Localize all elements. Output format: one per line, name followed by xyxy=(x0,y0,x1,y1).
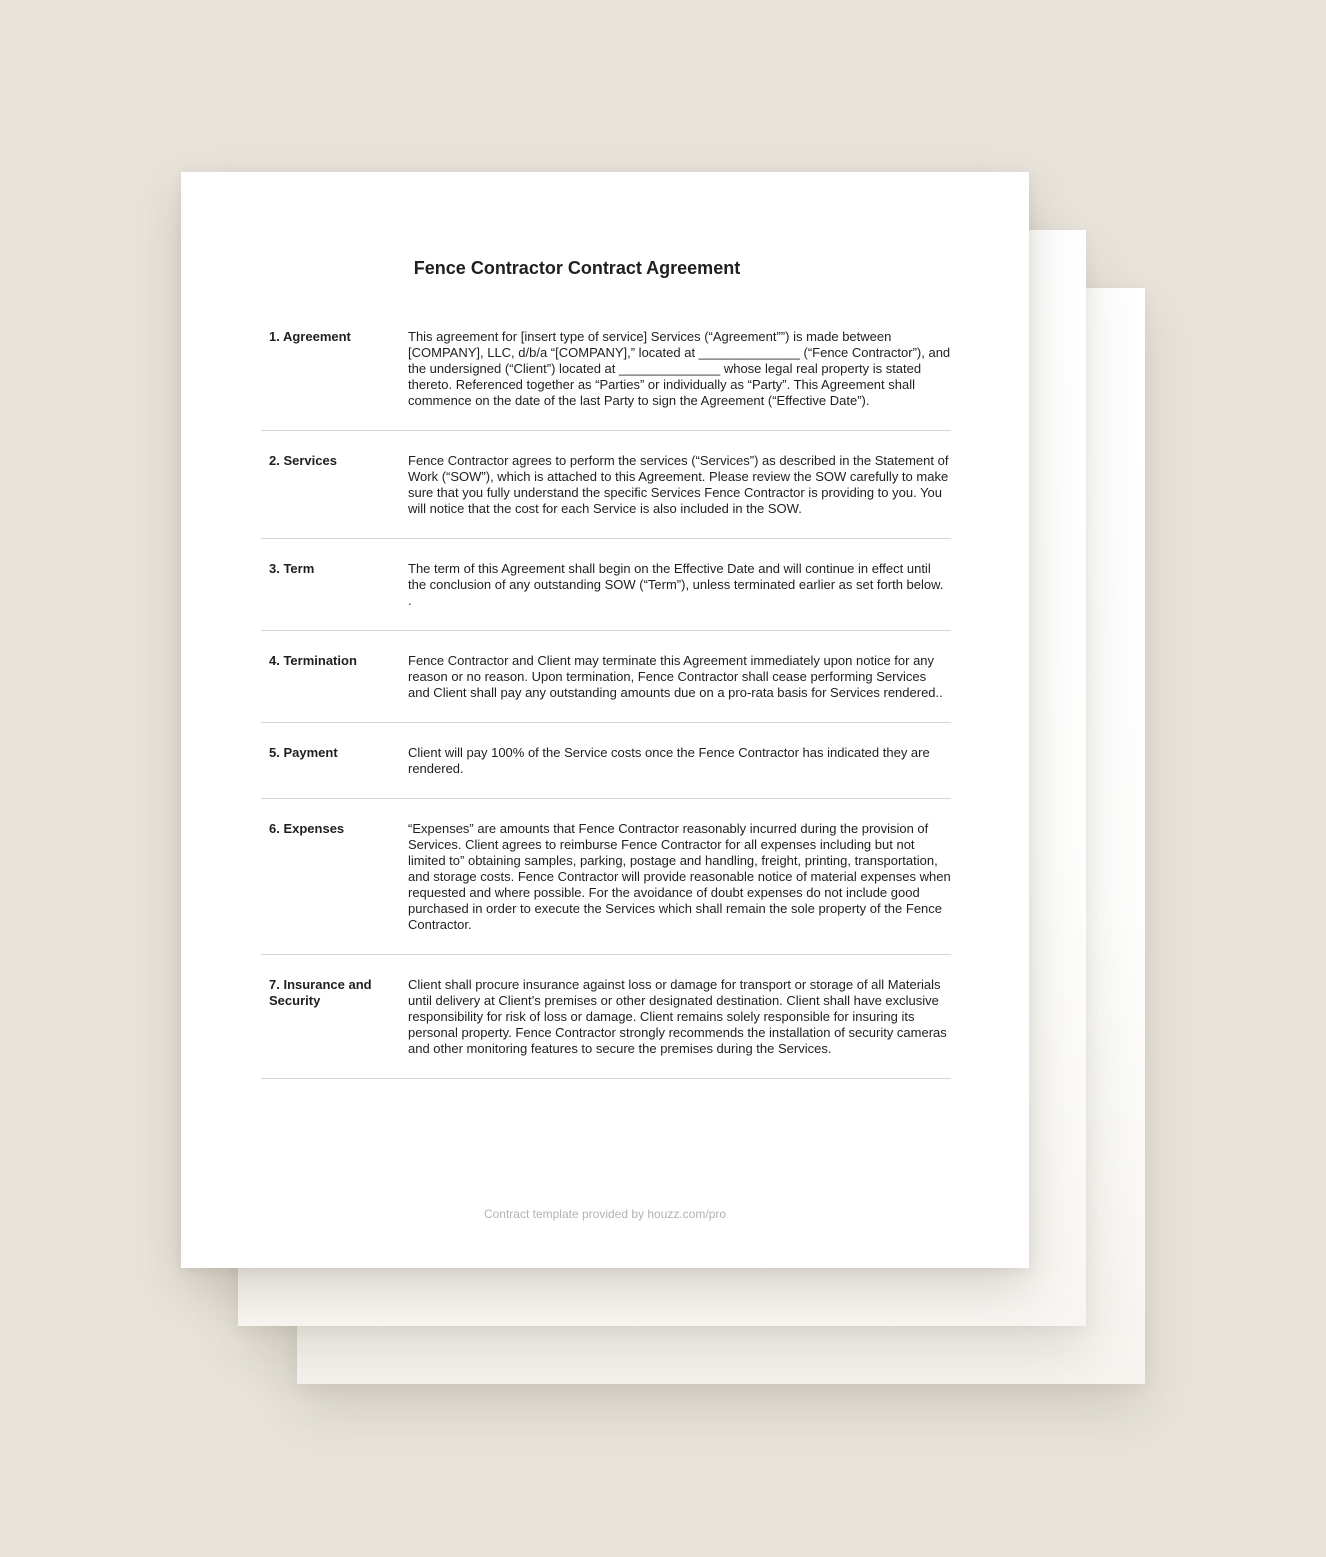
section-body: Fence Contractor and Client may terminate this Agreement immediately upon notice for any reason or no reason. Upon termination, Fence Contractor shall cease performing Services and Client shall pay any outstanding amounts due on a pro-rata basis for Services rendered.. xyxy=(408,653,943,700)
contract-section-row xyxy=(261,539,951,631)
section-label: 6. Expenses xyxy=(269,821,345,836)
section-body: Client will pay 100% of the Service costs once the Fence Contractor has indicated they are rendered. xyxy=(408,745,934,776)
contract-section-row xyxy=(261,955,951,1079)
section-label: 7. Insurance and Security xyxy=(269,977,372,1008)
section-body: The term of this Agreement shall begin on the Effective Date and will continue in effect until the conclusion of any outstanding SOW (“Term”), unless terminated earlier as set forth below. . xyxy=(408,561,951,608)
contract-sections xyxy=(261,329,955,1079)
contract-section-row xyxy=(261,431,951,539)
contract-section-row xyxy=(261,329,954,431)
contract-section-row xyxy=(261,723,951,799)
document-title: Fence Contractor Contract Agreement xyxy=(413,258,741,278)
section-body: This agreement for [insert type of service] Services (“Agreement””) is made between [COMPANY], LLC, d/b/a “[COMPANY],” located at ______________ (“Fence Contractor”), and the undersigned (“Client”) located at ______________ whose legal real property is stated thereto. Referenced together as “Parties” or individually as “Party”. This Agreement shall commence on the date of the last Party to sign the Agreement (“Effective Date”). xyxy=(408,329,954,408)
contract-section-row xyxy=(261,799,955,955)
contract-document-page xyxy=(181,172,1029,1268)
section-body: Fence Contractor agrees to perform the services (“Services”) as described in the Statement of Work (“SOW”), which is attached to this Agreement. Please review the SOW carefully to make sure that you fully understand the specific Services Fence Contractor is providing to you. You will notice that the cost for each Service is also included in the SOW. xyxy=(408,453,953,516)
contract-section-row xyxy=(261,631,951,723)
section-label: 2. Services xyxy=(269,453,337,468)
section-label: 4. Termination xyxy=(269,653,357,668)
section-body: Client shall procure insurance against loss or damage for transport or storage of all Materials until delivery at Client’s premises or other designated destination. Client shall have exclusive responsibility for risk of loss or damage. Client remains solely responsible for insuring its personal property. Fence Contractor strongly recommends the installation of security cameras and other monitoring features to secure the premises during the Services. xyxy=(408,977,951,1056)
section-label: 1. Agreement xyxy=(269,329,351,344)
section-body: “Expenses” are amounts that Fence Contractor reasonably incurred during the provision of Services. Client agrees to reimburse Fence Contractor for all expenses including but not limited to” obtaining samples, parking, postage and handling, freight, printing, transportation, and storage costs. Fence Contractor will provide reasonable notice of material expenses when requested and where possible. For the avoidance of doubt expenses do not include good purchased in order to execute the Services which shall remain the sole property of the Fence Contractor. xyxy=(408,821,955,932)
section-label: 5. Payment xyxy=(269,745,338,760)
section-label: 3. Term xyxy=(269,561,315,576)
footer-credit: Contract template provided by houzz.com/pro xyxy=(483,1207,727,1221)
